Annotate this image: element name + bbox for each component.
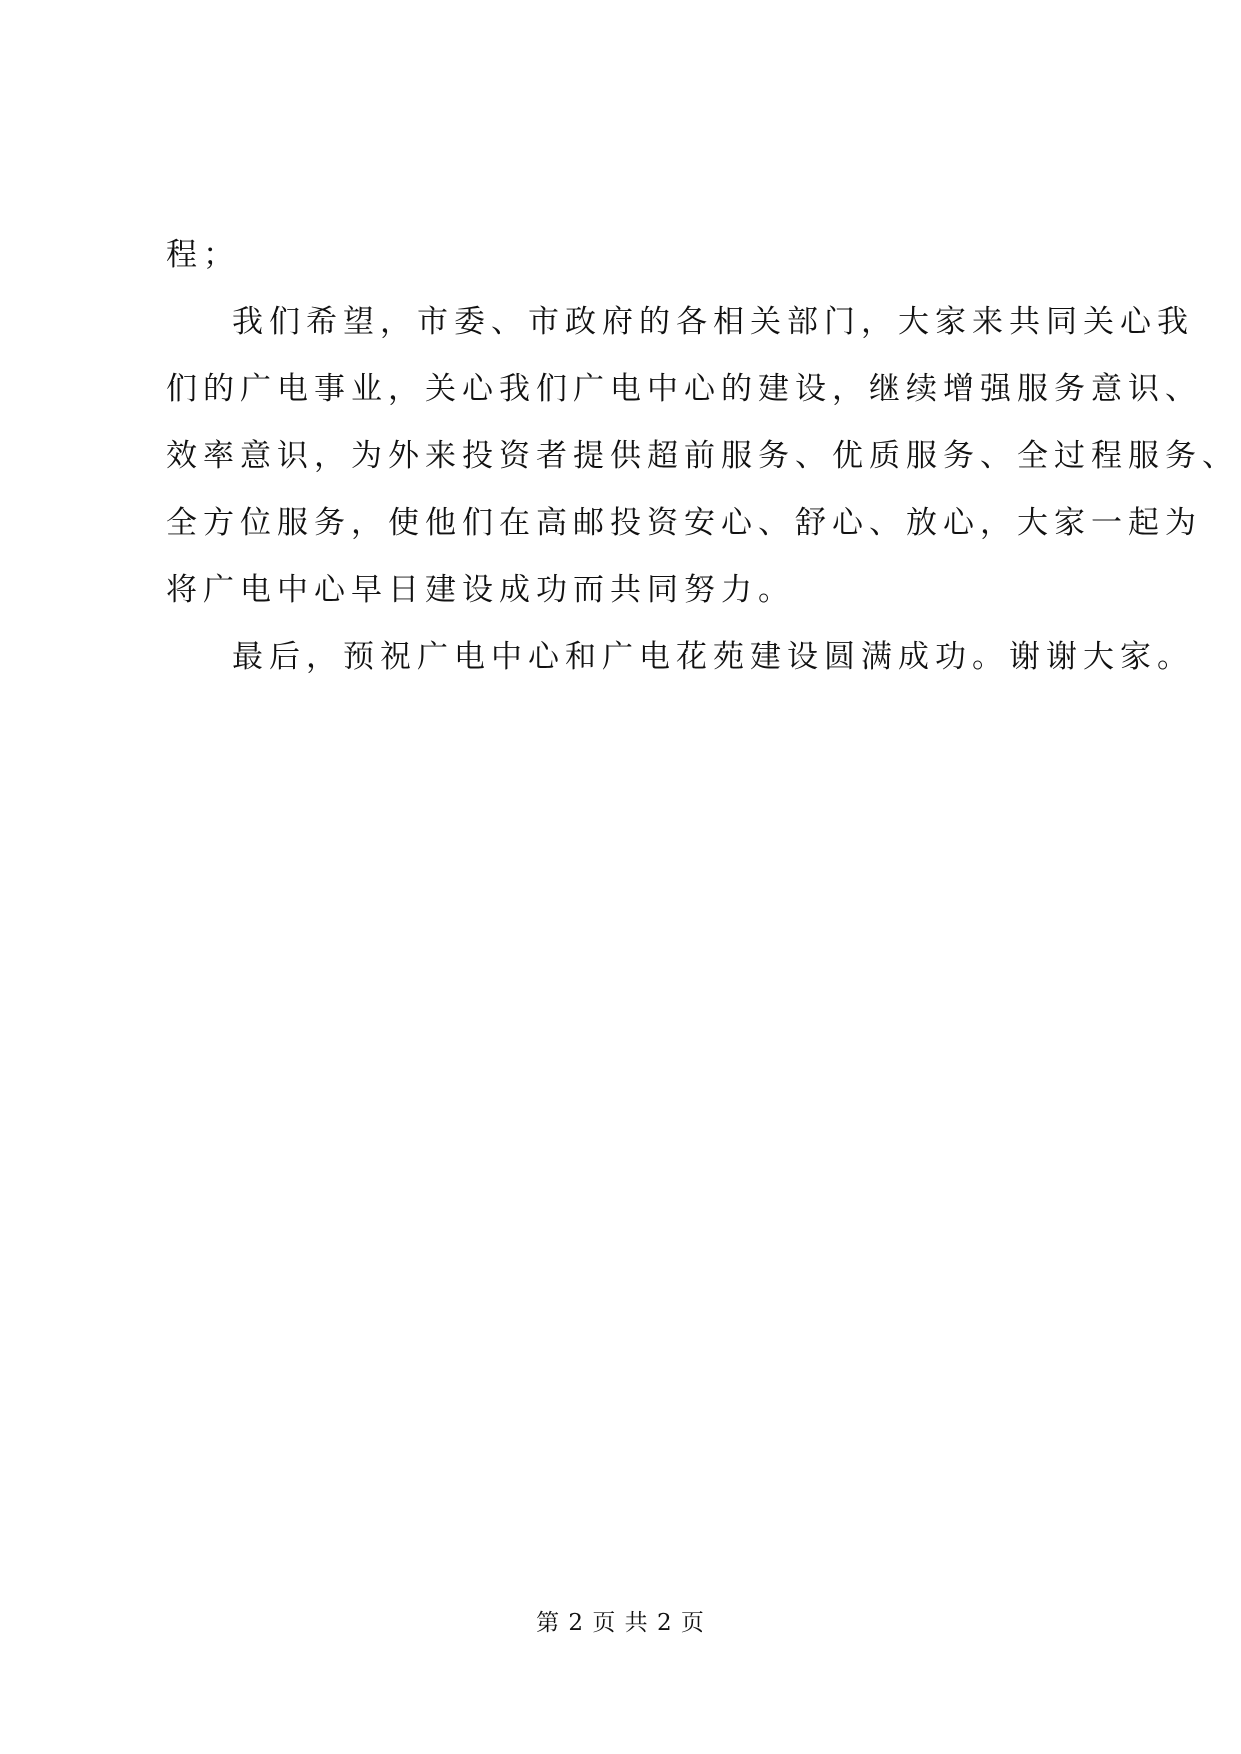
text-line: 们的广电事业，关心我们广电中心的建设，继续增强服务意识、	[166, 371, 1202, 407]
text-line: 将广电中心早日建设成功而共同努力。	[166, 572, 795, 608]
paragraph-closing: 最后，预祝广电中心和广电花苑建设圆满成功。谢谢大家。	[232, 639, 1194, 675]
text-line: 程；	[166, 237, 240, 273]
text-line: 效率意识，为外来投资者提供超前服务、优质服务、全过程服务、	[166, 438, 1239, 474]
page-footer: 第 2 页 共 2 页	[536, 1610, 705, 1636]
body-text	[166, 230, 1239, 699]
text-line: 全方位服务，使他们在高邮投资安心、舒心、放心，大家一起为	[166, 505, 1202, 541]
paragraph-hope-start: 我们希望，市委、市政府的各相关部门，大家来共同关心我	[232, 304, 1194, 340]
